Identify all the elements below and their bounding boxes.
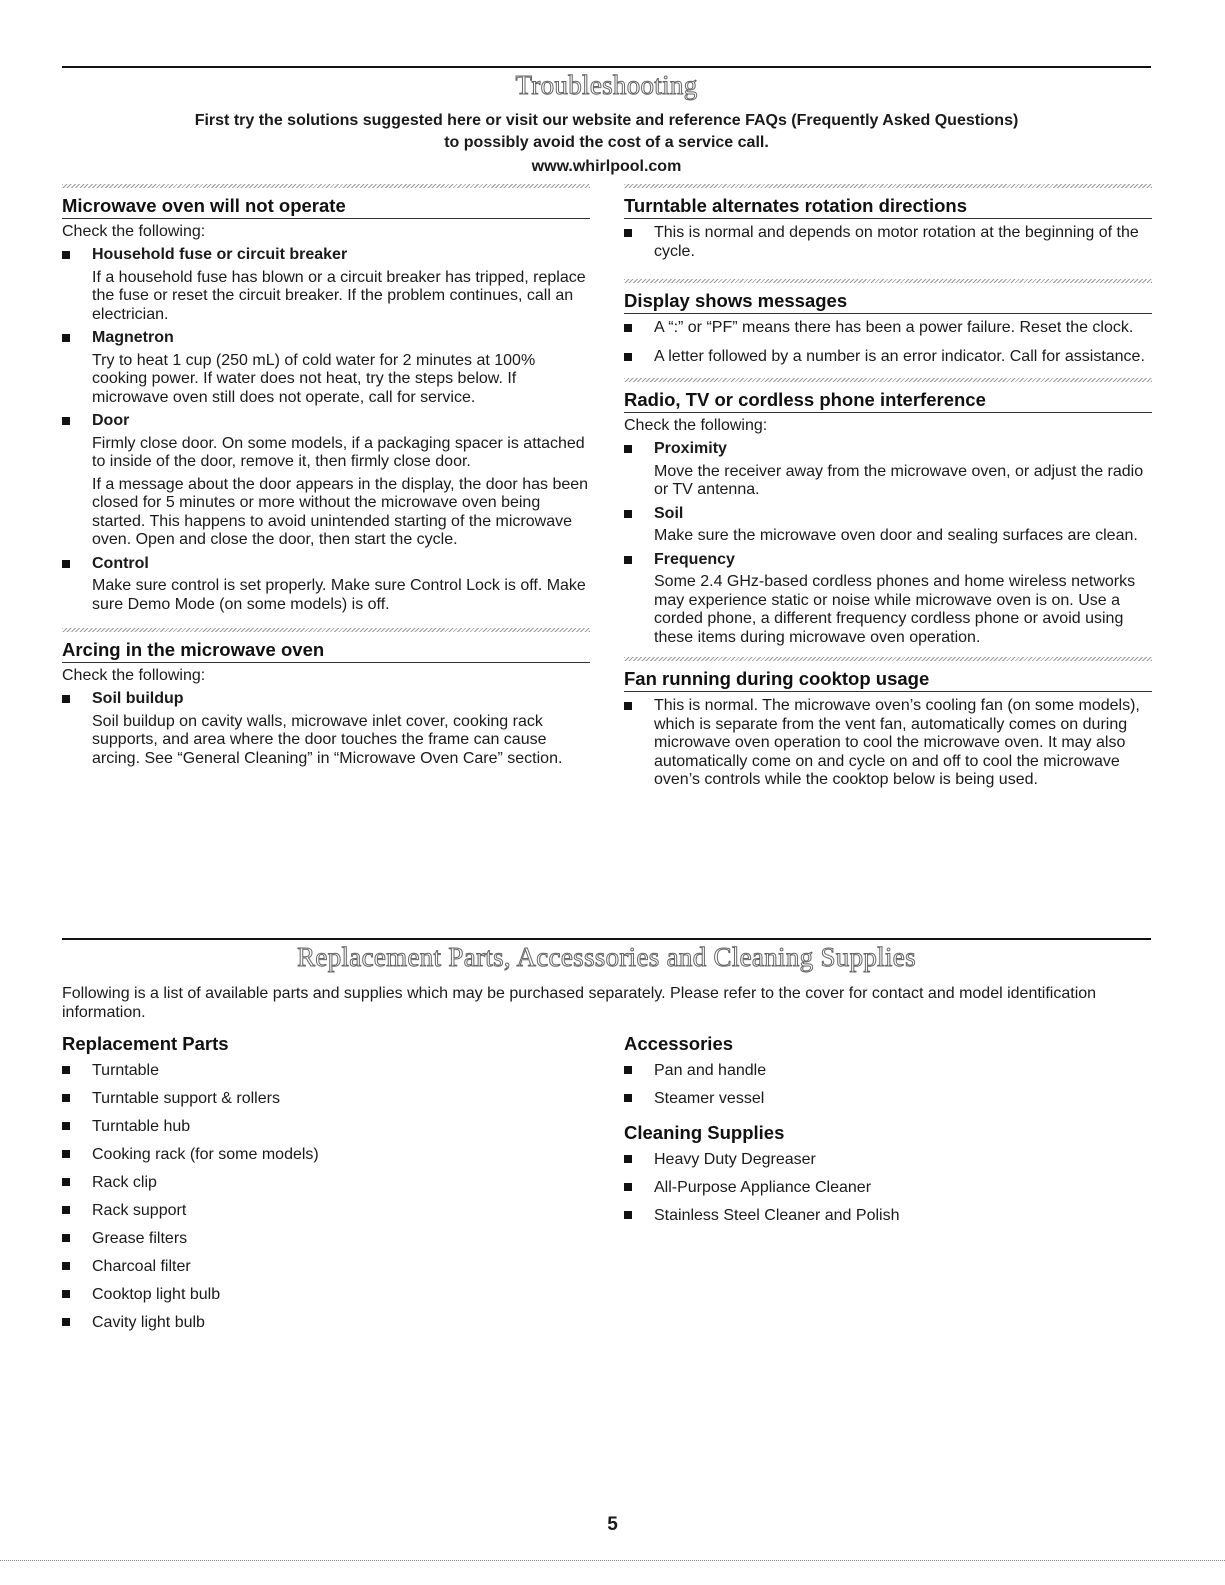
check-item	[624, 348, 1152, 367]
check-text: Soil buildup on cavity walls, microwave inlet cover, cooking rack supports, and area where the door touches the frame can cause arcing. See “General Cleaning” in “Microwave Oven Care” section.	[92, 712, 563, 767]
check-title: Door	[92, 412, 130, 429]
parts-intro: Following is a list of available parts and supplies which may be purchased separately. Please refer to the cover for contact and model identification information.	[62, 985, 1097, 1021]
issue-heading: Microwave oven will not operate	[62, 195, 346, 216]
accessories	[624, 1033, 1152, 1117]
issue-display-messages	[624, 279, 1152, 366]
check-text: If a household fuse has blown or a circuit breaker has tripped, replace the fuse or reset the circuit breaker. If the problem continues, call an electrician.	[92, 268, 586, 323]
section-divider	[62, 628, 590, 632]
issue-heading: Fan running during cooktop usage	[624, 668, 930, 689]
check-text: Move the receiver away from the microwave oven, or adjust the radio or TV antenna.	[654, 462, 1144, 498]
check-text: A letter followed by a number is an error indicator. Call for assistance.	[654, 347, 1145, 365]
list-item: Cavity light bulb	[62, 1313, 590, 1341]
check-item	[624, 224, 1152, 261]
bullet-icon	[62, 1178, 70, 1186]
bullet-icon	[624, 702, 632, 710]
list-item: Turntable hub	[62, 1117, 590, 1145]
check-text: If a message about the door appears in the display, the door has been closed for 5 minutes or more without the microwave oven being started. This happens to avoid unintended starting of the microwave oven. Open and close the door, then start the cycle.	[92, 475, 589, 548]
check-text: Make sure the microwave oven door and sealing surfaces are clean.	[654, 527, 1138, 544]
issue-interference	[624, 378, 1152, 647]
page-number: 5	[607, 1514, 618, 1535]
list-item: Turntable	[62, 1061, 590, 1089]
check-item	[624, 319, 1152, 338]
intro-line-2: to possibly avoid the cost of a service call.	[444, 134, 769, 151]
list-item: Steamer vessel	[624, 1089, 1152, 1117]
check-title: Soil buildup	[92, 690, 184, 707]
check-item	[624, 440, 1152, 500]
bullet-icon	[624, 324, 632, 332]
bullet-icon	[62, 1206, 70, 1214]
bullet-icon	[62, 251, 70, 259]
section-divider	[624, 657, 1152, 661]
bullet-icon	[62, 1234, 70, 1242]
check-text: This is normal. The microwave oven’s cooling fan (on some models), which is separate from the vent fan, automatically comes on during microwave oven operation to cool the microwave oven. It may also automatically come on and cycle on and off to cool the microwave oven’s controls while the cooktop below is being used.	[654, 697, 1140, 788]
bullet-icon	[624, 1211, 632, 1219]
check-item	[62, 412, 590, 550]
list-item: Charcoal filter	[62, 1257, 590, 1285]
bullet-icon	[62, 1290, 70, 1298]
bullet-icon	[62, 334, 70, 342]
cleaning-heading: Cleaning Supplies	[624, 1122, 785, 1143]
check-item	[62, 690, 590, 768]
replacement-heading: Replacement Parts	[62, 1033, 229, 1054]
section-divider	[624, 184, 1152, 188]
check-item	[62, 329, 590, 407]
parts-title: Replacement Parts, Accesssories and Cleaning Supplies	[297, 942, 916, 972]
cleaning-supplies	[624, 1122, 1152, 1234]
section-divider	[624, 378, 1152, 382]
list-item: Rack clip	[62, 1173, 590, 1201]
bullet-icon	[624, 556, 632, 564]
issue-lead: Check the following:	[62, 667, 206, 684]
bullet-icon	[624, 510, 632, 518]
section-divider	[62, 184, 590, 188]
bullet-icon	[624, 445, 632, 453]
bullet-icon	[624, 229, 632, 237]
issue-fan-running	[624, 657, 1152, 790]
issue-will-not-operate	[62, 184, 590, 614]
check-text: This is normal and depends on motor rotation at the beginning of the cycle.	[654, 224, 1139, 260]
bullet-icon	[62, 1122, 70, 1130]
check-title: Control	[92, 554, 149, 572]
check-item	[624, 505, 1152, 546]
list-item: Turntable support & rollers	[62, 1089, 590, 1117]
issue-heading: Arcing in the microwave oven	[62, 639, 325, 660]
list-item: Cooktop light bulb	[62, 1285, 590, 1313]
list-item: Pan and handle	[624, 1061, 1152, 1089]
troubleshooting-left-column	[62, 184, 590, 772]
bullet-icon	[62, 1262, 70, 1270]
check-item	[624, 697, 1152, 790]
list-item: Rack support	[62, 1201, 590, 1229]
issue-heading: Display shows messages	[624, 290, 848, 311]
check-item	[62, 555, 590, 615]
bullet-icon	[62, 1150, 70, 1158]
issue-lead: Check the following:	[624, 417, 768, 434]
check-text: A “:” or “PF” means there has been a power failure. Reset the clock.	[654, 319, 1134, 336]
check-text: Try to heat 1 cup (250 mL) of cold water for 2 minutes at 100% cooking power. If water does not heat, try the steps below. If microwave oven still does not operate, call for service.	[92, 351, 536, 406]
replacement-parts	[62, 1033, 590, 1341]
bullet-icon	[62, 1094, 70, 1102]
bullet-icon	[624, 353, 632, 361]
bullet-icon	[624, 1155, 632, 1163]
list-item: All-Purpose Appliance Cleaner	[624, 1178, 1152, 1206]
check-title: Magnetron	[92, 329, 174, 346]
issue-turntable-direction	[624, 184, 1152, 261]
list-item: Stainless Steel Cleaner and Polish	[624, 1206, 1152, 1234]
list-item: Cooking rack (for some models)	[62, 1145, 590, 1173]
issue-arcing	[62, 628, 590, 768]
bullet-icon	[62, 560, 70, 568]
list-item: Heavy Duty Degreaser	[624, 1150, 1152, 1178]
bullet-icon	[624, 1066, 632, 1074]
parts-rule	[62, 938, 1151, 940]
check-title: Frequency	[654, 550, 735, 568]
check-title: Soil	[654, 504, 684, 522]
bottom-dotted-rule	[0, 1560, 1225, 1561]
intro-line-1: First try the solutions suggested here or visit our website and reference FAQs (Frequently Asked Questions)	[194, 112, 1019, 129]
issue-heading: Turntable alternates rotation directions	[624, 195, 967, 216]
bullet-icon	[62, 1066, 70, 1074]
check-text: Firmly close door. On some models, if a packaging spacer is attached to inside of the door, remove it, then firmly close door.	[92, 434, 585, 470]
check-text: Some 2.4 GHz-based cordless phones and home wireless networks may experience static or noise while microwave oven is on. Use a corded phone, a different frequency cordless phone or avoid using these items during microwave oven operation.	[654, 573, 1136, 646]
check-text: Make sure control is set properly. Make sure Control Lock is off. Make sure Demo Mode (on some models) is off.	[92, 577, 586, 613]
issue-lead: Check the following:	[62, 223, 206, 240]
check-item	[624, 551, 1152, 648]
website-link[interactable]: www.whirlpool.com	[531, 158, 682, 175]
top-rule	[62, 66, 1151, 68]
troubleshooting-title: Troubleshooting	[515, 70, 698, 100]
accessories-heading: Accessories	[624, 1033, 734, 1054]
bullet-icon	[624, 1094, 632, 1102]
troubleshooting-intro	[62, 110, 1151, 178]
troubleshooting-right-column	[624, 184, 1152, 794]
check-title: Proximity	[654, 440, 727, 457]
issue-heading: Radio, TV or cordless phone interference	[624, 389, 986, 410]
check-title: Household fuse or circuit breaker	[92, 246, 348, 263]
bullet-icon	[624, 1183, 632, 1191]
list-item: Grease filters	[62, 1229, 590, 1257]
bullet-icon	[62, 1318, 70, 1326]
check-item	[62, 246, 590, 324]
bullet-icon	[62, 695, 70, 703]
bullet-icon	[62, 417, 70, 425]
section-divider	[624, 279, 1152, 283]
